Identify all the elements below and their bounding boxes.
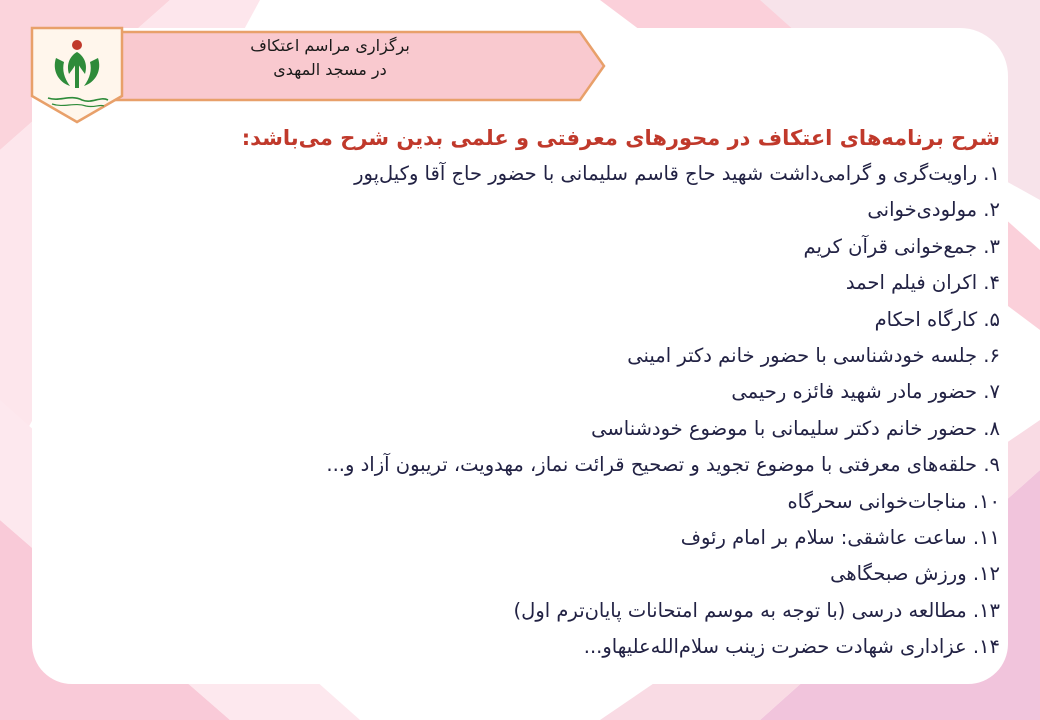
list-item: ۱۰. مناجات‌خوانی سحرگاه [787,489,1000,513]
list-item: ۱. راویت‌گری و گرامی‌داشت شهید حاج قاسم سلیمانی با حضور حاج آقا وکیل‌پور [354,162,1000,185]
title-line-2: در مسجد المهدی [273,60,387,79]
list-item: ۴. اکران فیلم احمد [845,271,1000,295]
program-list [40,156,1000,666]
list-item: ۱۴. عزاداری شهادت حضرت زینب سلام‌الله‌علیهاو... [583,635,1000,659]
section-heading: شرح برنامه‌های اعتکاف در محورهای معرفتی و علمی بدین شرح می‌باشد: [241,126,1000,150]
list-item: ۵. کارگاه احکام [874,307,1000,331]
title-line-1: برگزاری مراسم اعتکاف [250,36,410,55]
institute-logo [30,26,124,124]
page-title [120,34,540,94]
list-item: ۱۱. ساعت عاشقی: سلام بر امام رئوف [680,526,1000,550]
list-item: ۲. مولودی‌خوانی [867,198,1000,222]
list-item: ۸. حضور خانم دکتر سلیمانی با موضوع خودشناسی [591,416,1000,440]
list-item: ۹. حلقه‌های معرفتی با موضوع تجوید و تصحیح قرائت نماز، مهدویت، تریبون آزاد و... [326,453,1000,477]
list-item: ۱۳. مطالعه درسی (با توجه به موسم امتحانات پایان‌ترم اول) [513,598,1000,622]
list-item: ۷. حضور مادر شهید فائزه رحیمی [731,380,1000,404]
list-item: ۳. جمع‌خوانی قرآن کریم [803,234,1000,258]
program-description [40,120,1000,666]
list-item: ۱۲. ورزش صبحگاهی [830,562,1000,586]
list-item: ۶. جلسه خودشناسی با حضور خانم دکتر امینی [627,344,1000,368]
